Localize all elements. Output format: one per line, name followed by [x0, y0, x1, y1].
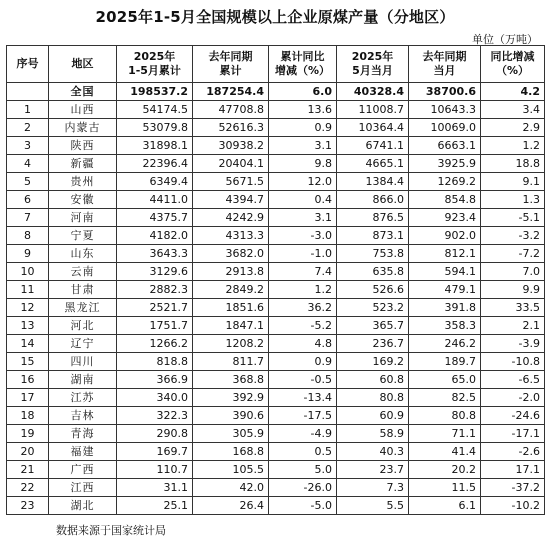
cell-no: 5: [7, 173, 49, 191]
cell-may-2025: 23.7: [337, 461, 409, 479]
cell-no: 18: [7, 407, 49, 425]
cell-may-prev: 6663.1: [409, 137, 481, 155]
cell-cum-yoy: 4.8: [269, 335, 337, 353]
cell-region: 内蒙古: [49, 119, 117, 137]
cell-region: 福建: [49, 443, 117, 461]
source-note: 数据来源于国家统计局: [56, 524, 166, 537]
cell-may-yoy: 33.5: [481, 299, 545, 317]
cell-may-2025: 60.9: [337, 407, 409, 425]
cell-cum-yoy: 3.1: [269, 209, 337, 227]
cell-cum-2025: 31898.1: [117, 137, 193, 155]
cell-cum-prev: 168.8: [193, 443, 269, 461]
cell-region: 湖南: [49, 371, 117, 389]
cell-cum-yoy: 0.5: [269, 443, 337, 461]
table-body: [7, 83, 545, 515]
cell-region: 江苏: [49, 389, 117, 407]
coal-output-table: [6, 45, 545, 515]
cell-cum-yoy: 6.0: [269, 83, 337, 101]
cell-may-2025: 7.3: [337, 479, 409, 497]
cell-cum-yoy: 1.2: [269, 281, 337, 299]
table-row-total: [7, 83, 545, 101]
cell-cum-yoy: -17.5: [269, 407, 337, 425]
cell-region: 湖北: [49, 497, 117, 515]
cell-no: 11: [7, 281, 49, 299]
cell-may-yoy: -10.8: [481, 353, 545, 371]
cell-cum-yoy: 7.4: [269, 263, 337, 281]
cell-cum-prev: 1851.6: [193, 299, 269, 317]
cell-may-yoy: 1.2: [481, 137, 545, 155]
cell-may-2025: 523.2: [337, 299, 409, 317]
cell-may-2025: 80.8: [337, 389, 409, 407]
cell-cum-yoy: -1.0: [269, 245, 337, 263]
page-title: 2025年1-5月全国规模以上企业原煤产量（分地区）: [95, 8, 455, 26]
cell-may-2025: 876.5: [337, 209, 409, 227]
table-row: [7, 101, 545, 119]
cell-no: 16: [7, 371, 49, 389]
cell-region: 甘肃: [49, 281, 117, 299]
header-cum-yoy-line2: 增减（%）: [274, 64, 331, 77]
cell-may-2025: 526.6: [337, 281, 409, 299]
cell-cum-2025: 169.7: [117, 443, 193, 461]
cell-cum-prev: 2913.8: [193, 263, 269, 281]
cell-may-yoy: -3.9: [481, 335, 545, 353]
header-may-2025-line1: 2025年: [351, 50, 394, 63]
cell-may-prev: 38700.6: [409, 83, 481, 101]
cell-cum-yoy: -5.2: [269, 317, 337, 335]
cell-cum-prev: 5671.5: [193, 173, 269, 191]
cell-may-yoy: -10.2: [481, 497, 545, 515]
cell-no: 15: [7, 353, 49, 371]
cell-cum-prev: 390.6: [193, 407, 269, 425]
table-row: [7, 263, 545, 281]
cell-cum-yoy: -5.0: [269, 497, 337, 515]
cell-may-2025: 365.7: [337, 317, 409, 335]
cell-may-yoy: 9.1: [481, 173, 545, 191]
cell-cum-prev: 1847.1: [193, 317, 269, 335]
cell-cum-2025: 53079.8: [117, 119, 193, 137]
table-row: [7, 191, 545, 209]
header-may-prev-line1: 去年同期: [422, 50, 467, 63]
cell-cum-2025: 25.1: [117, 497, 193, 515]
table-row: [7, 209, 545, 227]
cell-no: 9: [7, 245, 49, 263]
cell-region: 青海: [49, 425, 117, 443]
cell-no: 12: [7, 299, 49, 317]
cell-cum-prev: 368.8: [193, 371, 269, 389]
cell-may-prev: 20.2: [409, 461, 481, 479]
cell-region: 安徽: [49, 191, 117, 209]
cell-cum-prev: 4394.7: [193, 191, 269, 209]
header-may-yoy-line2: （%）: [495, 64, 530, 77]
header-cum-2025-line1: 2025年: [133, 50, 176, 63]
cell-may-2025: 635.8: [337, 263, 409, 281]
cell-no: 2: [7, 119, 49, 137]
cell-no: 23: [7, 497, 49, 515]
cell-may-prev: 41.4: [409, 443, 481, 461]
table-row: [7, 155, 545, 173]
header-may-2025-line2: 5月当月: [352, 64, 393, 77]
header-no: [7, 46, 49, 83]
cell-may-prev: 594.1: [409, 263, 481, 281]
cell-may-2025: 58.9: [337, 425, 409, 443]
cell-may-yoy: -17.1: [481, 425, 545, 443]
cell-cum-prev: 3682.0: [193, 245, 269, 263]
cell-cum-2025: 340.0: [117, 389, 193, 407]
cell-may-prev: 812.1: [409, 245, 481, 263]
cell-may-yoy: 1.3: [481, 191, 545, 209]
cell-region: 江西: [49, 479, 117, 497]
table-row: [7, 425, 545, 443]
cell-cum-2025: 1266.2: [117, 335, 193, 353]
cell-cum-2025: 818.8: [117, 353, 193, 371]
cell-cum-2025: 22396.4: [117, 155, 193, 173]
cell-may-prev: 82.5: [409, 389, 481, 407]
cell-no: 21: [7, 461, 49, 479]
cell-cum-prev: 52616.3: [193, 119, 269, 137]
table-row: [7, 299, 545, 317]
cell-cum-prev: 392.9: [193, 389, 269, 407]
cell-may-2025: 40.3: [337, 443, 409, 461]
cell-may-prev: 10643.3: [409, 101, 481, 119]
cell-may-prev: 80.8: [409, 407, 481, 425]
table-row: [7, 335, 545, 353]
cell-may-2025: 5.5: [337, 497, 409, 515]
table-row: [7, 389, 545, 407]
table-row: [7, 371, 545, 389]
cell-may-2025: 753.8: [337, 245, 409, 263]
header-cum-yoy: [269, 46, 337, 83]
cell-cum-2025: 1751.7: [117, 317, 193, 335]
cell-cum-prev: 811.7: [193, 353, 269, 371]
cell-no: 1: [7, 101, 49, 119]
cell-no: 7: [7, 209, 49, 227]
table-row: [7, 137, 545, 155]
cell-cum-2025: 2521.7: [117, 299, 193, 317]
cell-may-yoy: 2.1: [481, 317, 545, 335]
cell-may-2025: 873.1: [337, 227, 409, 245]
cell-region: 贵州: [49, 173, 117, 191]
cell-no: 14: [7, 335, 49, 353]
cell-cum-prev: 2849.2: [193, 281, 269, 299]
cell-may-prev: 65.0: [409, 371, 481, 389]
cell-may-prev: 6.1: [409, 497, 481, 515]
cell-no: 10: [7, 263, 49, 281]
cell-may-yoy: -6.5: [481, 371, 545, 389]
cell-region: 吉林: [49, 407, 117, 425]
cell-may-2025: 6741.1: [337, 137, 409, 155]
cell-may-yoy: -2.0: [481, 389, 545, 407]
cell-may-prev: 246.2: [409, 335, 481, 353]
table-row: [7, 461, 545, 479]
cell-may-prev: 1269.2: [409, 173, 481, 191]
cell-no: 20: [7, 443, 49, 461]
cell-may-prev: 902.0: [409, 227, 481, 245]
cell-cum-2025: 4375.7: [117, 209, 193, 227]
cell-no: 22: [7, 479, 49, 497]
cell-may-2025: 1384.4: [337, 173, 409, 191]
table-row: [7, 245, 545, 263]
cell-cum-prev: 105.5: [193, 461, 269, 479]
cell-may-yoy: -37.2: [481, 479, 545, 497]
header-may-yoy-line1: 同比增减: [490, 50, 535, 63]
cell-may-yoy: 9.9: [481, 281, 545, 299]
table-row: [7, 227, 545, 245]
table-row: [7, 497, 545, 515]
cell-may-2025: 169.2: [337, 353, 409, 371]
cell-no: 17: [7, 389, 49, 407]
cell-cum-yoy: 0.9: [269, 353, 337, 371]
table-row: [7, 353, 545, 371]
cell-may-2025: 10364.4: [337, 119, 409, 137]
cell-no: 4: [7, 155, 49, 173]
cell-cum-yoy: -26.0: [269, 479, 337, 497]
cell-may-2025: 866.0: [337, 191, 409, 209]
cell-may-prev: 479.1: [409, 281, 481, 299]
cell-may-yoy: -2.6: [481, 443, 545, 461]
cell-region: 宁夏: [49, 227, 117, 245]
cell-cum-2025: 6349.4: [117, 173, 193, 191]
cell-may-yoy: 7.0: [481, 263, 545, 281]
cell-cum-prev: 4242.9: [193, 209, 269, 227]
cell-region: 陕西: [49, 137, 117, 155]
table-row: [7, 317, 545, 335]
cell-cum-prev: 4313.3: [193, 227, 269, 245]
header-cum-prev: [193, 46, 269, 83]
cell-may-yoy: -7.2: [481, 245, 545, 263]
cell-cum-yoy: -4.9: [269, 425, 337, 443]
cell-may-prev: 10069.0: [409, 119, 481, 137]
cell-may-prev: 11.5: [409, 479, 481, 497]
cell-cum-2025: 54174.5: [117, 101, 193, 119]
cell-region: 河南: [49, 209, 117, 227]
cell-region: 辽宁: [49, 335, 117, 353]
unit-note: 单位（万吨）: [472, 33, 538, 46]
header-row: [7, 46, 545, 83]
cell-no: 19: [7, 425, 49, 443]
cell-cum-2025: 3643.3: [117, 245, 193, 263]
cell-cum-yoy: 9.8: [269, 155, 337, 173]
cell-may-yoy: 2.9: [481, 119, 545, 137]
cell-no: 6: [7, 191, 49, 209]
cell-cum-yoy: 5.0: [269, 461, 337, 479]
cell-cum-yoy: 13.6: [269, 101, 337, 119]
table-row: [7, 479, 545, 497]
cell-may-yoy: 18.8: [481, 155, 545, 173]
cell-no: 13: [7, 317, 49, 335]
cell-may-yoy: -3.2: [481, 227, 545, 245]
cell-cum-yoy: 36.2: [269, 299, 337, 317]
cell-may-2025: 40328.4: [337, 83, 409, 101]
cell-region: 四川: [49, 353, 117, 371]
cell-may-prev: 391.8: [409, 299, 481, 317]
cell-region: 广西: [49, 461, 117, 479]
cell-cum-yoy: -3.0: [269, 227, 337, 245]
cell-may-yoy: 17.1: [481, 461, 545, 479]
cell-may-prev: 189.7: [409, 353, 481, 371]
table-row: [7, 443, 545, 461]
header-cum-prev-line1: 去年同期: [208, 50, 253, 63]
cell-cum-2025: 322.3: [117, 407, 193, 425]
header-cum-2025: [117, 46, 193, 83]
header-may-2025: [337, 46, 409, 83]
cell-cum-2025: 198537.2: [117, 83, 193, 101]
table-row: [7, 281, 545, 299]
cell-cum-2025: 3129.6: [117, 263, 193, 281]
cell-no: [7, 83, 49, 101]
header-cum-2025-line2: 1-5月累计: [128, 64, 181, 77]
cell-cum-yoy: -0.5: [269, 371, 337, 389]
header-may-prev-line2: 当月: [433, 64, 456, 77]
cell-cum-prev: 187254.4: [193, 83, 269, 101]
cell-cum-2025: 290.8: [117, 425, 193, 443]
cell-cum-yoy: 12.0: [269, 173, 337, 191]
cell-no: 3: [7, 137, 49, 155]
cell-may-yoy: 3.4: [481, 101, 545, 119]
cell-cum-2025: 4411.0: [117, 191, 193, 209]
cell-region: 山西: [49, 101, 117, 119]
cell-cum-prev: 20404.1: [193, 155, 269, 173]
cell-may-2025: 236.7: [337, 335, 409, 353]
cell-cum-2025: 366.9: [117, 371, 193, 389]
cell-cum-2025: 2882.3: [117, 281, 193, 299]
cell-region: 河北: [49, 317, 117, 335]
header-cum-prev-line2: 累计: [219, 64, 242, 77]
table-header: [7, 46, 545, 83]
cell-cum-yoy: 0.9: [269, 119, 337, 137]
cell-may-2025: 60.8: [337, 371, 409, 389]
table-row: [7, 407, 545, 425]
cell-cum-prev: 30938.2: [193, 137, 269, 155]
header-region-label: 地区: [71, 57, 94, 70]
table-row: [7, 119, 545, 137]
cell-may-prev: 71.1: [409, 425, 481, 443]
cell-cum-prev: 47708.8: [193, 101, 269, 119]
cell-no: 8: [7, 227, 49, 245]
cell-cum-prev: 1208.2: [193, 335, 269, 353]
cell-may-prev: 358.3: [409, 317, 481, 335]
cell-may-yoy: -24.6: [481, 407, 545, 425]
cell-may-prev: 3925.9: [409, 155, 481, 173]
cell-region: 山东: [49, 245, 117, 263]
cell-may-2025: 4665.1: [337, 155, 409, 173]
header-may-prev: [409, 46, 481, 83]
cell-cum-2025: 31.1: [117, 479, 193, 497]
header-cum-yoy-line1: 累计同比: [280, 50, 325, 63]
cell-cum-yoy: -13.4: [269, 389, 337, 407]
cell-may-yoy: -5.1: [481, 209, 545, 227]
cell-cum-2025: 110.7: [117, 461, 193, 479]
header-region: [49, 46, 117, 83]
cell-cum-prev: 26.4: [193, 497, 269, 515]
cell-region: 黑龙江: [49, 299, 117, 317]
cell-may-yoy: 4.2: [481, 83, 545, 101]
cell-may-2025: 11008.7: [337, 101, 409, 119]
table-row: [7, 173, 545, 191]
header-may-yoy: [481, 46, 545, 83]
header-no-label: 序号: [16, 57, 39, 70]
cell-may-prev: 854.8: [409, 191, 481, 209]
cell-cum-2025: 4182.0: [117, 227, 193, 245]
cell-may-prev: 923.4: [409, 209, 481, 227]
cell-cum-yoy: 3.1: [269, 137, 337, 155]
cell-region: 云南: [49, 263, 117, 281]
cell-region: 全国: [49, 83, 117, 101]
cell-region: 新疆: [49, 155, 117, 173]
cell-cum-prev: 305.9: [193, 425, 269, 443]
cell-cum-prev: 42.0: [193, 479, 269, 497]
cell-cum-yoy: 0.4: [269, 191, 337, 209]
